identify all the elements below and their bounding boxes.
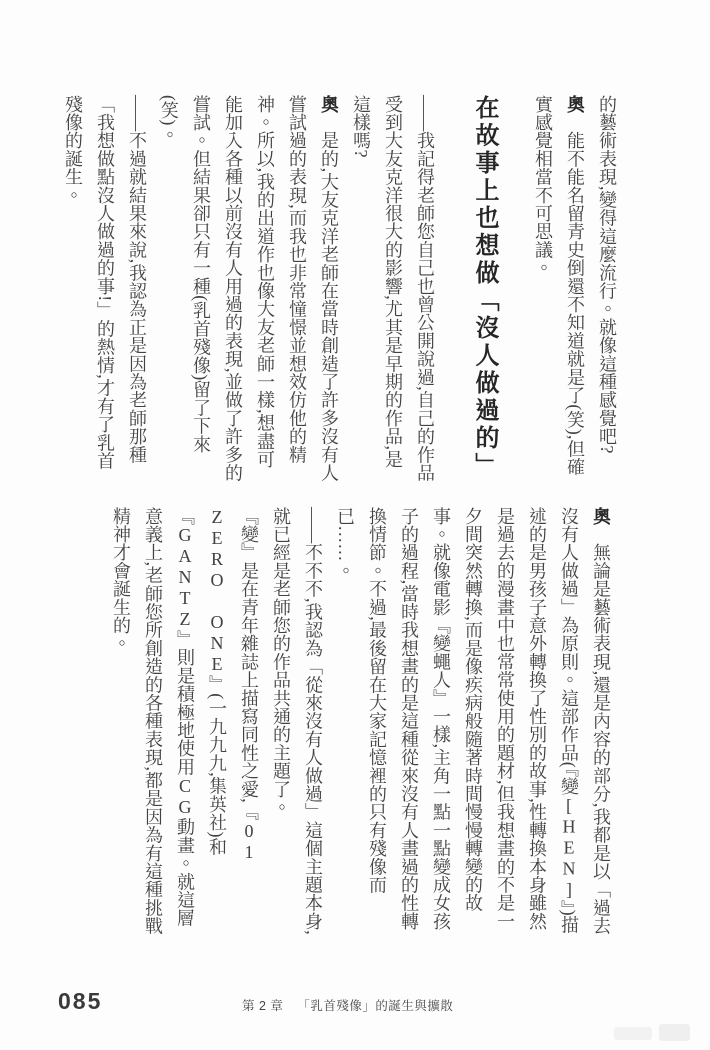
paragraph-text: 』則是積極地使用: [175, 630, 195, 776]
paragraph: [153, 95, 345, 483]
paragraph-text: 動畫。就這層意義上,老師您所創造的各種表現,都是因為有這種挑戰精神才會誕生的。: [111, 507, 195, 935]
top-text-block: [43, 95, 623, 483]
latin-title: GANTZ: [175, 525, 195, 631]
paragraph: [527, 95, 591, 483]
paragraph-text: ——不過就結果來說,我認為正是因為老師那種「我想做點沒人做過的事!」的熱情,才有了乳首殘像的誕生。: [63, 95, 147, 470]
paragraph: [57, 95, 153, 483]
chapter-title: 「乳首殘像」的誕生與擴散: [297, 999, 454, 1013]
paragraph-text: 的藝術表現,變得這麼流行。就像這種感覺吧?: [597, 95, 617, 454]
scan-artifact: [614, 1027, 652, 1040]
page-number: 085: [58, 988, 103, 1014]
paragraph-text: 『變』是在青年雜誌上描寫同性之愛,『: [239, 507, 259, 822]
paragraph-text: 』(一九九九,集英社)和『: [175, 507, 227, 856]
paragraph-text: 是的,大友克洋老師在當時創造了許多沒有人嘗試過的表現,而我也非常憧憬並想效仿他的精神。所以,我的出道作也像大友老師一樣,想盡可能加入各種以前沒有人用過的表現,並做了許多的嘗試。但結果卻只有一種(乳首殘像)留了下來(笑)。: [159, 95, 339, 482]
bottom-text-block: [72, 507, 617, 943]
speaker-label: 奧: [591, 507, 611, 526]
footer-chapter: [242, 996, 453, 1014]
paragraph-text: ——我記得老師您自己也曾公開說過,自己的作品受到大友克洋很大的影響,尤其是早期的作品,是這樣嗎?: [351, 95, 435, 482]
paragraph-text: 能不能名留青史倒還不知道就是了(笑),但確實感覺相當不可思議。: [533, 95, 585, 477]
section-heading: 在故事上也想做「沒人做過的」: [471, 95, 498, 480]
paragraph: [591, 95, 623, 483]
paragraph-text: 』)描述的是男孩子意外轉換了性別的故事,性轉換本身雖然是過去的漫畫中也常常使用的題材,但我想畫的不是一夕間突然轉換,而是像疾病般隨著時間慢慢轉變的故事。就像電影『變蠅人』一樣,主角一點一點變成女孩子的過程,當時我想畫的是這種從來沒有人畫過的性轉換情節。不過,最後留在大家記憶裡的只有殘像而已……。: [335, 507, 579, 935]
paragraph-text: 無論是藝術表現,還是內容的部分,我都是以「過去沒有人做過」為原則。這部作品(『變: [559, 507, 611, 936]
speaker-label: 奧: [319, 95, 339, 114]
paragraph: [345, 95, 441, 483]
latin-title: CG: [175, 775, 195, 818]
paragraph: [265, 507, 329, 943]
scan-artifact: [659, 1024, 690, 1041]
chapter-label: 第 2 章: [242, 999, 284, 1013]
paragraph: [105, 507, 265, 943]
paragraph: [329, 507, 617, 943]
paragraph-text: ——不不不,我認為「從來沒有人做過」這個主題本身,就已經是老師您的作品共通的主題了。: [271, 507, 323, 935]
latin-title: [HEN]: [559, 795, 579, 901]
latin-title: 01 ZERO ONE: [207, 507, 259, 864]
speaker-label: 奧: [565, 95, 585, 114]
